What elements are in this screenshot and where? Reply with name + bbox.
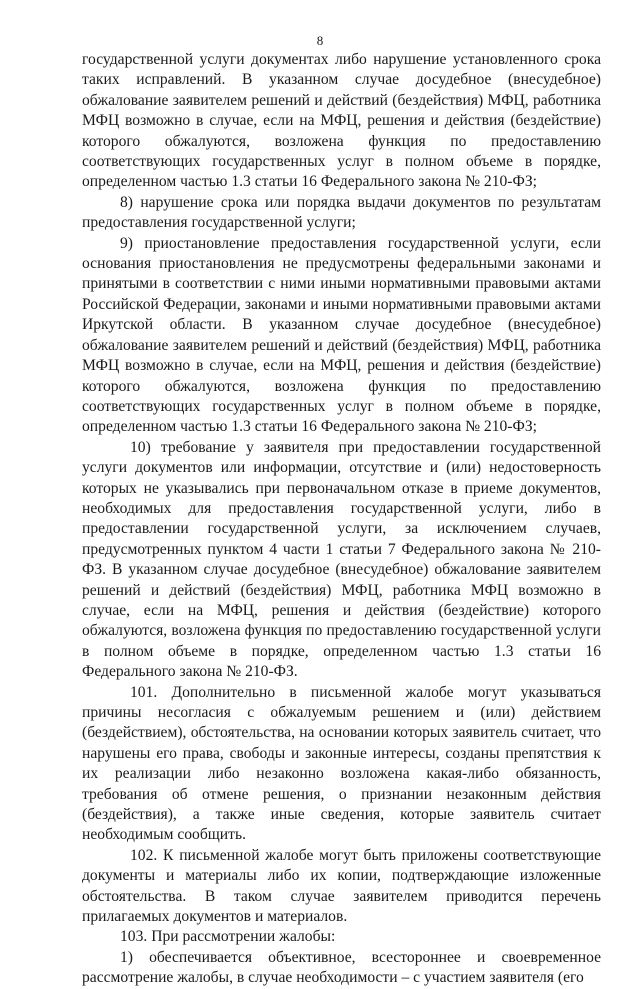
- list-item-8: 8) нарушение срока или порядка выдачи документов по результатам предоставления государственной услуги;: [82, 193, 601, 232]
- clause-102: 102. К письменной жалобе могут быть приложены соответствующие документы и материалы либо их копии, подтверждающие изложенные обстоятельства. В таком случае заявителем приводится перечень прилагаемых документов и материалов.: [82, 846, 601, 926]
- document-body: [82, 50, 601, 989]
- paragraph-continuation: государственной услуги документах либо нарушение установленного срока таких исправлений. В указанном случае досудебное (внесудебное) обжалование заявителем решений и действий (бездействия) МФЦ, работника МФЦ возможно в случае, если на МФЦ, решения и действия (бездействие) которого обжалуются, возложена функция по предоставлению соответствующих государственных услуг в полном объеме в порядке, определенном частью 1.3 статьи 16 Федерального закона № 210-ФЗ;: [82, 51, 601, 191]
- clause-103-item-1: 1) обеспечивается объективное, всестороннее и своевременное рассмотрение жалобы, в случае необходимости – с участием заявителя (его: [82, 948, 601, 987]
- list-item-9: 9) приостановление предоставления государственной услуги, если основания приостановления не предусмотрены федеральными законами и принятыми в соответствии с ними иными нормативными правовыми актами Российской Федерации, законами и иными нормативными правовыми актами Иркутской области. В указанном случае досудебное (внесудебное) обжалование заявителем решений и действий (бездействия) МФЦ, работника МФЦ возможно в случае, если на МФЦ, решения и действия (бездействие) которого обжалуются, возложена функция по предоставлению соответствующих государственных услуг в полном объеме в порядке, определенном частью 1.3 статьи 16 Федерального закона № 210-ФЗ;: [82, 234, 601, 436]
- page-number: 8: [316, 33, 324, 48]
- list-item-10: 10) требование у заявителя при предоставлении государственной услуги документов или информации, отсутствие и (или) недостоверность которых не указывались при первоначальном отказе в приеме документов, необходимых для предоставления государственной услуги, либо в предоставлении государственной услуги, за исключением случаев, предусмотренных пунктом 4 части 1 статьи 7 Федерального закона № 210-ФЗ. В указанном случае досудебное (внесудебное) обжалование заявителем решений и действий (бездействия) МФЦ, работника МФЦ возможно в случае, если на МФЦ, решения и действия (бездействие) которого обжалуются, возложена функция по предоставлению государственной услуги в полном объеме в порядке, определенном частью 1.3 статьи 16 Федерального закона № 210-ФЗ.: [82, 438, 601, 681]
- clause-103: 103. При рассмотрении жалобы:: [120, 928, 336, 946]
- clause-101: 101. Дополнительно в письменной жалобе могут указываться причины несогласия с обжалуемым решением и (или) действием (бездействием), обстоятельства, на основании которых заявитель считает, что нарушены его права, свободы и законные интересы, созданы препятствия к их реализации либо незаконно возложена какая-либо обязанность, требования об отмене решения, о признании незаконным действия (бездействия), а также иные сведения, которые заявитель считает необходимым сообщить.: [82, 683, 601, 844]
